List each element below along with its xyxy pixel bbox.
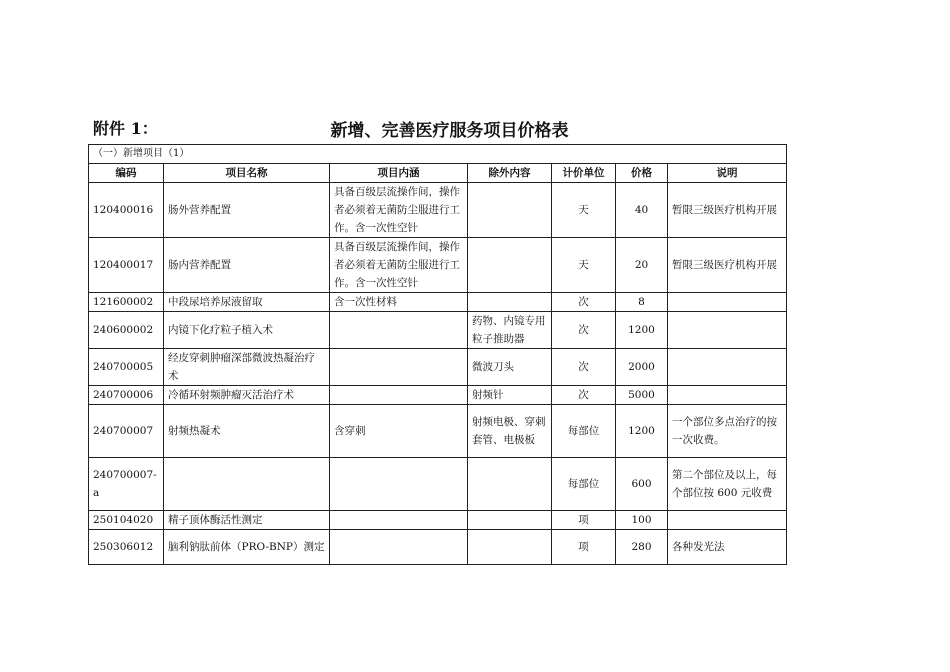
content-cell: 具备百级层流操作间，操作者必须着无菌防尘服进行工作。含一次性空针 (330, 183, 468, 238)
content-cell (330, 530, 468, 565)
note-cell: 暂限三级医疗机构开展 (668, 183, 787, 238)
exclude-cell (468, 183, 552, 238)
code-cell: 240700005 (89, 349, 164, 386)
name-cell: 脑利钠肽前体（PRO-BNP）测定 (164, 530, 330, 565)
content-cell: 含一次性材料 (330, 293, 468, 312)
table-row (89, 530, 787, 565)
name-cell: 肠外营养配置 (164, 183, 330, 238)
code-cell: 240700006 (89, 386, 164, 405)
unit-cell: 天 (552, 183, 616, 238)
column-header: 除外内容 (468, 164, 552, 183)
section-row (89, 145, 787, 164)
name-cell: 肠内营养配置 (164, 238, 330, 293)
content-cell (330, 458, 468, 511)
exclude-cell (468, 458, 552, 511)
unit-cell: 天 (552, 238, 616, 293)
note-cell (668, 511, 787, 530)
note-cell: 各种发光法 (668, 530, 787, 565)
document-title: 新增、完善医疗服务项目价格表 (330, 121, 569, 141)
exclude-cell: 射频电极、穿刺套管、电极板 (468, 405, 552, 458)
unit-cell: 项 (552, 530, 616, 565)
document-header (93, 116, 786, 142)
price-cell: 1200 (616, 312, 668, 349)
price-cell: 600 (616, 458, 668, 511)
unit-cell: 次 (552, 349, 616, 386)
code-cell: 121600002 (89, 293, 164, 312)
content-cell (330, 312, 468, 349)
name-cell: 经皮穿刺肿瘤深部微波热凝治疗术 (164, 349, 330, 386)
column-header: 编码 (89, 164, 164, 183)
note-cell: 第二个部位及以上，每个部位按 600 元收费 (668, 458, 787, 511)
exclude-cell (468, 511, 552, 530)
price-cell: 2000 (616, 349, 668, 386)
price-cell: 40 (616, 183, 668, 238)
table-row (89, 293, 787, 312)
unit-cell: 次 (552, 293, 616, 312)
content-cell: 含穿刺 (330, 405, 468, 458)
price-cell: 100 (616, 511, 668, 530)
name-cell: 中段尿培养尿液留取 (164, 293, 330, 312)
unit-cell: 次 (552, 386, 616, 405)
unit-cell: 项 (552, 511, 616, 530)
header-row (89, 164, 787, 183)
price-cell: 5000 (616, 386, 668, 405)
content-cell (330, 386, 468, 405)
column-header: 项目内涵 (330, 164, 468, 183)
unit-cell: 每部位 (552, 405, 616, 458)
price-cell: 8 (616, 293, 668, 312)
price-cell: 20 (616, 238, 668, 293)
content-cell (330, 511, 468, 530)
price-cell: 1200 (616, 405, 668, 458)
column-header: 项目名称 (164, 164, 330, 183)
unit-cell: 次 (552, 312, 616, 349)
price-table (88, 144, 787, 565)
name-cell (164, 458, 330, 511)
table-row (89, 238, 787, 293)
table-row (89, 183, 787, 238)
content-cell (330, 349, 468, 386)
note-cell (668, 386, 787, 405)
column-header: 说明 (668, 164, 787, 183)
exclude-cell: 射频针 (468, 386, 552, 405)
code-cell: 240700007-a (89, 458, 164, 511)
name-cell: 射频热凝术 (164, 405, 330, 458)
code-cell: 240700007 (89, 405, 164, 458)
name-cell: 精子顶体酶活性测定 (164, 511, 330, 530)
table-row (89, 386, 787, 405)
exclude-cell (468, 238, 552, 293)
price-cell: 280 (616, 530, 668, 565)
note-cell (668, 312, 787, 349)
exclude-cell (468, 293, 552, 312)
code-cell: 250306012 (89, 530, 164, 565)
note-cell (668, 293, 787, 312)
unit-cell: 每部位 (552, 458, 616, 511)
name-cell: 冷循环射频肿瘤灭活治疗术 (164, 386, 330, 405)
exclude-cell: 药物、内镜专用粒子推助器 (468, 312, 552, 349)
code-cell: 120400017 (89, 238, 164, 293)
column-header: 价格 (616, 164, 668, 183)
exclude-cell: 微波刀头 (468, 349, 552, 386)
name-cell: 内镜下化疗粒子植入术 (164, 312, 330, 349)
note-cell (668, 349, 787, 386)
table-row (89, 511, 787, 530)
exclude-cell (468, 530, 552, 565)
table-row (89, 349, 787, 386)
table-row (89, 405, 787, 458)
column-header: 计价单位 (552, 164, 616, 183)
note-cell: 一个部位多点治疗的按一次收费。 (668, 405, 787, 458)
code-cell: 240600002 (89, 312, 164, 349)
table-row (89, 458, 787, 511)
section-title: （一）新增项目（1） (89, 145, 787, 164)
attachment-label: 附件 1： (93, 119, 158, 138)
table-row (89, 312, 787, 349)
note-cell: 暂限三级医疗机构开展 (668, 238, 787, 293)
code-cell: 250104020 (89, 511, 164, 530)
content-cell: 具备百级层流操作间，操作者必须着无菌防尘服进行工作。含一次性空针 (330, 238, 468, 293)
code-cell: 120400016 (89, 183, 164, 238)
